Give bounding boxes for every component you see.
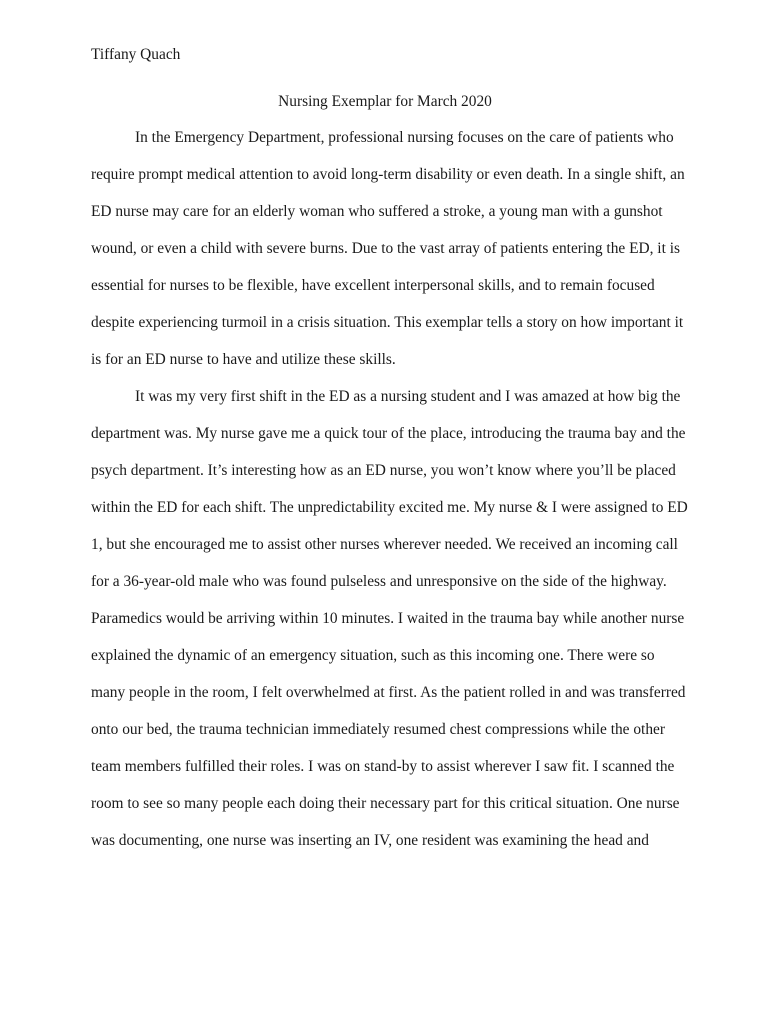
text-line: wound, or even a child with severe burns. Due to the vast array of patients entering the ED, it is [91, 240, 680, 257]
text-line: require prompt medical attention to avoid long-term disability or even death. In a single shift, an [91, 166, 685, 183]
text-line: It was my very first shift in the ED as a nursing student and I was amazed at how big the [135, 388, 681, 405]
text-line: essential for nurses to be flexible, have excellent interpersonal skills, and to remain focused [91, 277, 655, 294]
text-line: psych department. It’s interesting how as an ED nurse, you won’t know where you’ll be placed [91, 462, 676, 479]
text-line: onto our bed, the trauma technician immediately resumed chest compressions while the other [91, 721, 665, 738]
text-line: In the Emergency Department, professional nursing focuses on the care of patients who [135, 129, 674, 146]
text-line: is for an ED nurse to have and utilize these skills. [91, 351, 396, 368]
text-line: ED nurse may care for an elderly woman who suffered a stroke, a young man with a gunshot [91, 203, 663, 220]
text-line: was documenting, one nurse was inserting an IV, one resident was examining the head and [91, 832, 649, 849]
text-line: team members fulfilled their roles. I was on stand-by to assist wherever I saw fit. I scanned the [91, 758, 675, 775]
text-line: within the ED for each shift. The unpredictability excited me. My nurse & I were assigned to ED [91, 499, 688, 516]
text-line: explained the dynamic of an emergency situation, such as this incoming one. There were so [91, 647, 655, 664]
document-title: Nursing Exemplar for March 2020 [278, 93, 492, 110]
text-line: department was. My nurse gave me a quick tour of the place, introducing the trauma bay and the [91, 425, 686, 442]
text-line: despite experiencing turmoil in a crisis situation. This exemplar tells a story on how important it [91, 314, 684, 331]
text-line: 1, but she encouraged me to assist other nurses wherever needed. We received an incoming call [91, 536, 678, 553]
author-name: Tiffany Quach [91, 46, 181, 63]
text-line: Paramedics would be arriving within 10 minutes. I waited in the trauma bay while another nurse [91, 610, 685, 627]
text-line: for a 36-year-old male who was found pulseless and unresponsive on the side of the highway. [91, 573, 667, 590]
text-line: many people in the room, I felt overwhelmed at first. As the patient rolled in and was transferred [91, 684, 686, 701]
text-line: room to see so many people each doing their necessary part for this critical situation. One nurse [91, 795, 680, 812]
